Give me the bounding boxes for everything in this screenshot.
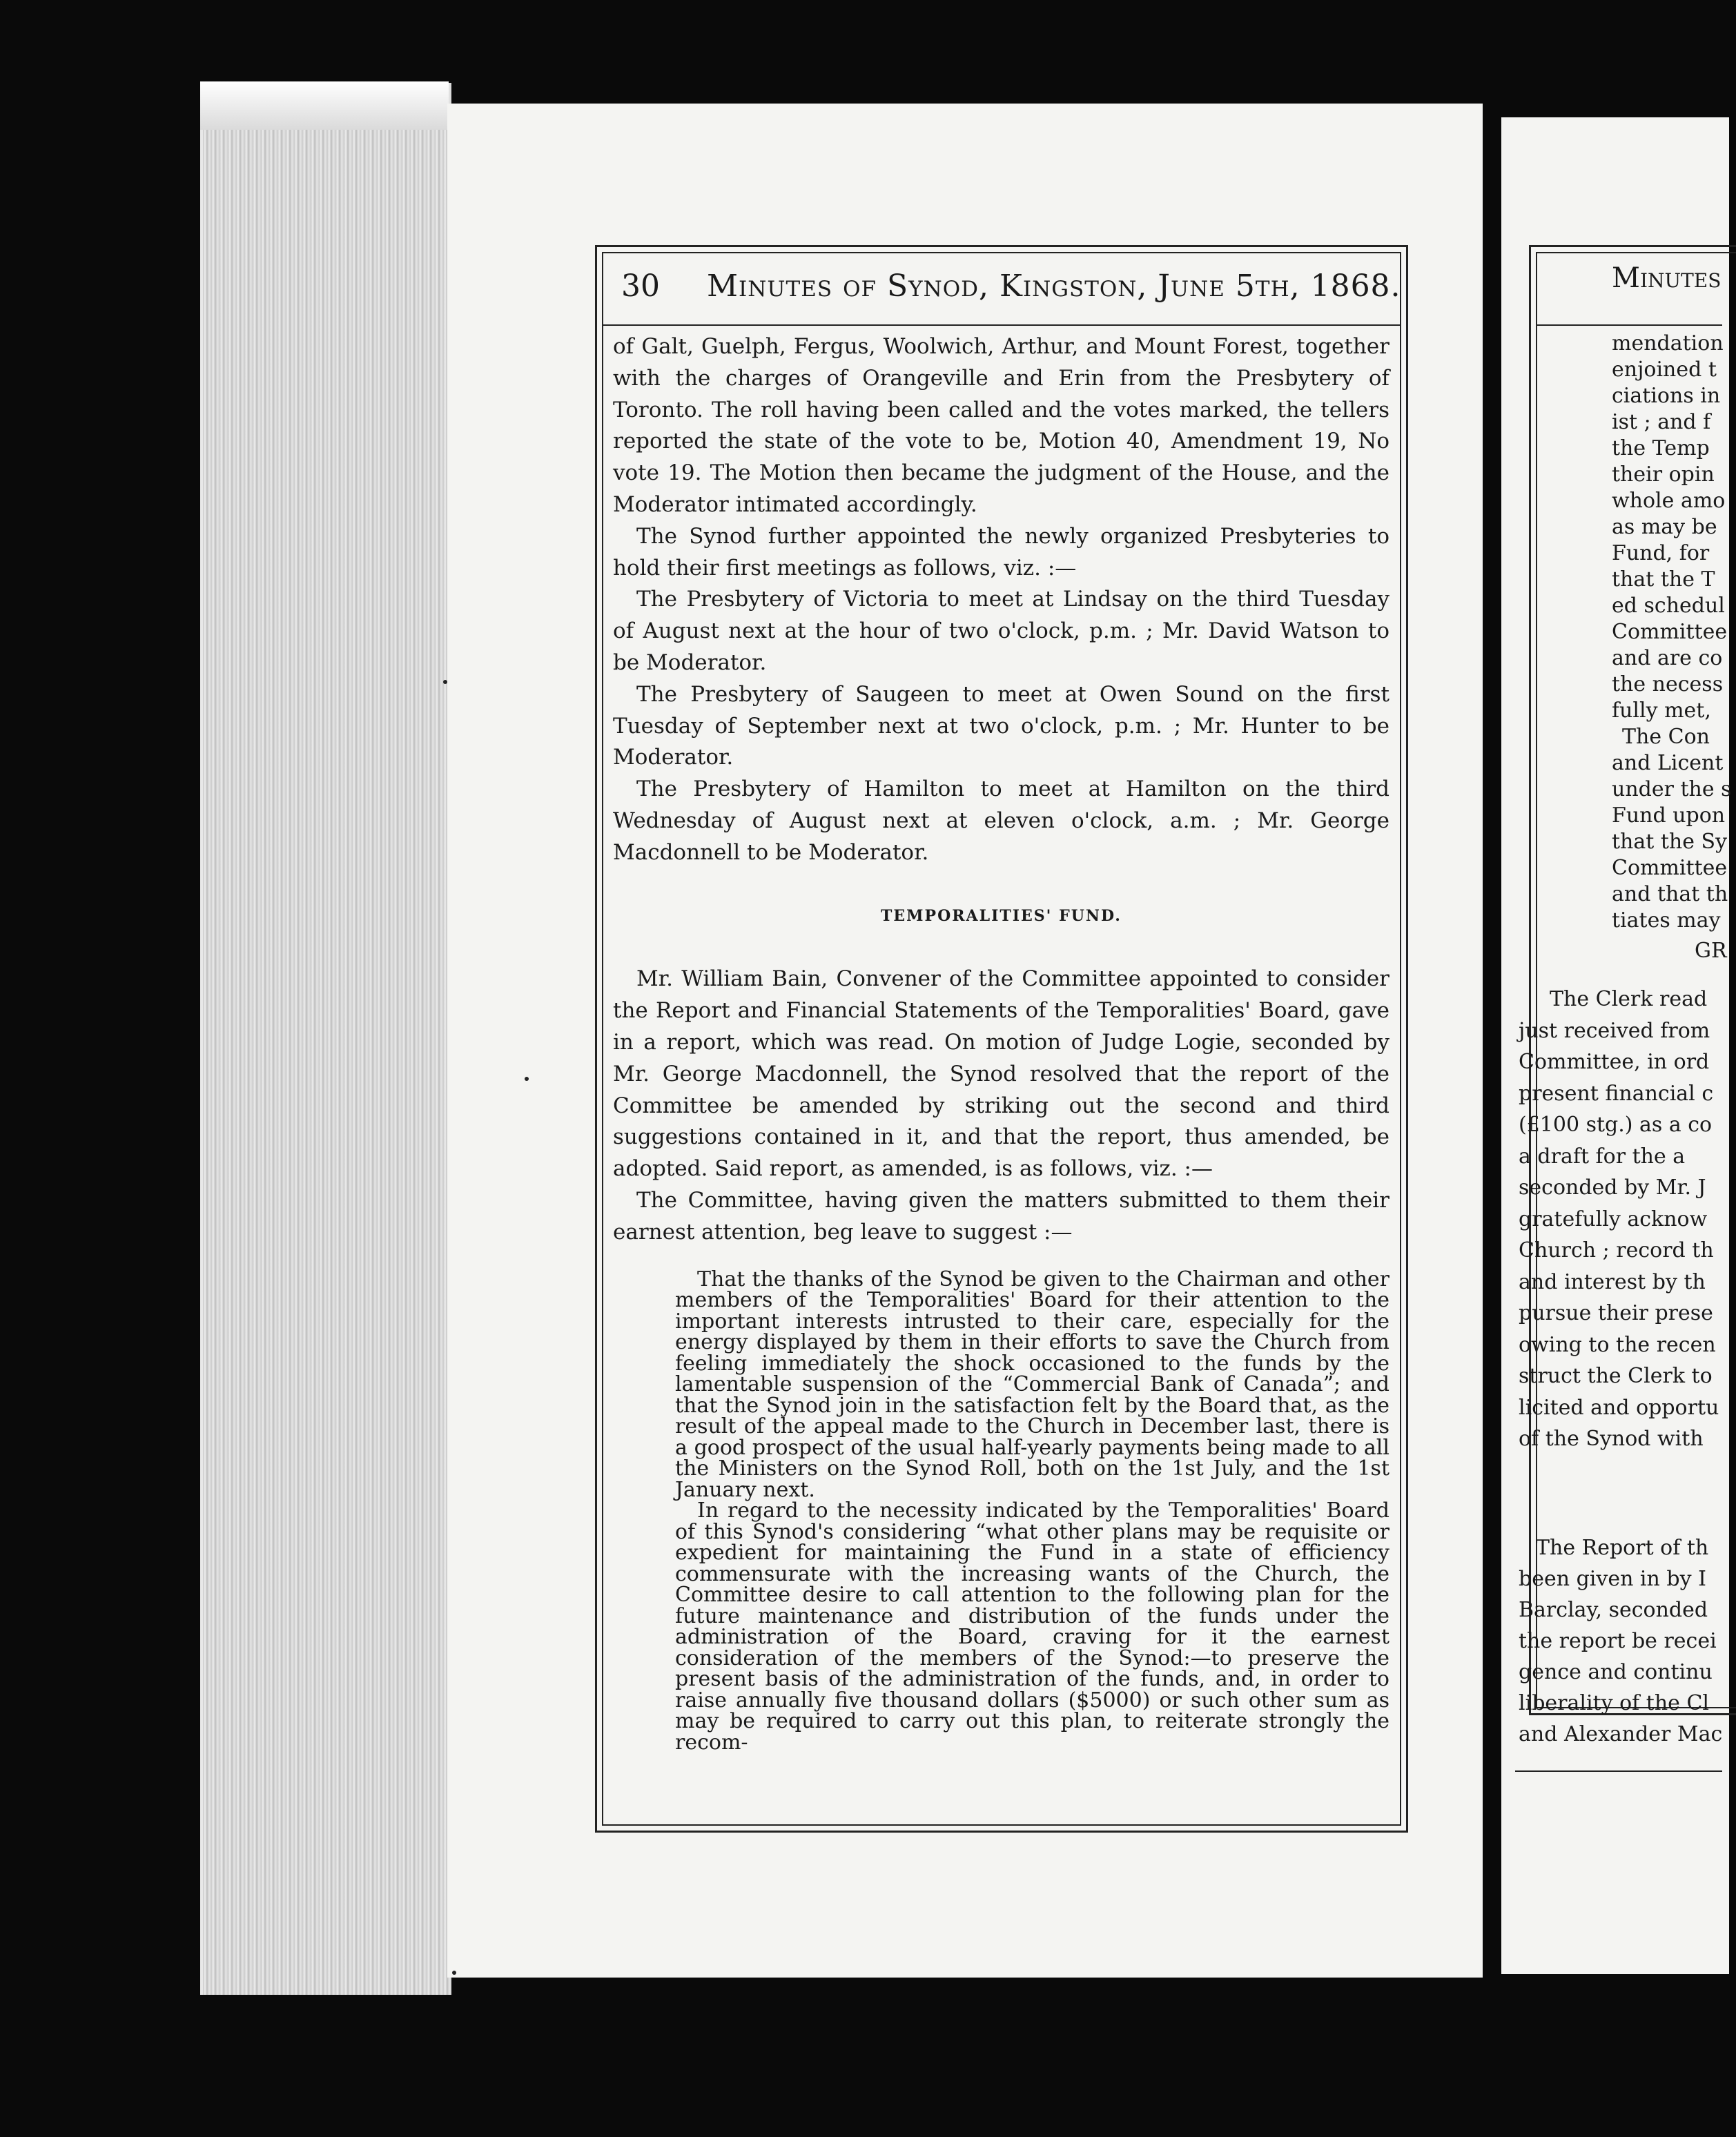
dust-speck (443, 680, 447, 684)
paragraph: The Committee, having given the matters submitted to them their earnest attention, beg leave to suggest :— (613, 1187, 1389, 1245)
right-page-line: of the Synod with (1519, 1427, 1704, 1451)
right-page-line: liberality of the Cl (1519, 1691, 1710, 1715)
right-page-line: The Clerk read (1550, 987, 1708, 1011)
right-page-line: whole amo (1612, 489, 1726, 513)
right-page-line: enjoined t (1612, 358, 1717, 382)
right-page-line: just received from (1519, 1018, 1710, 1043)
right-page-line: Church ; record th (1519, 1238, 1714, 1262)
right-page-line: and Licent (1612, 751, 1724, 775)
right-page-line: (£100 stg.) as a co (1519, 1113, 1713, 1137)
right-page-line: licited and opportu (1519, 1395, 1719, 1420)
right-page-line: and are co (1612, 646, 1723, 670)
right-running-title: Minutes (1612, 262, 1722, 294)
page-body (613, 331, 1389, 1753)
dust-speck (452, 1971, 456, 1975)
paragraph: The Synod further appointed the newly organized Presbyteries to hold their first meetings as follows, viz. :— (613, 523, 1389, 580)
report-quote (675, 1269, 1389, 1754)
right-page-line: Committee (1612, 620, 1728, 644)
right-page-line: that the Sy (1612, 830, 1728, 854)
right-page-line: ist ; and f (1612, 410, 1711, 434)
paragraph: The Presbytery of Saugeen to meet at Owen Sound on the first Tuesday of September next at two o'clock, p.m. ; Mr. Hunter to be Moderator. (613, 681, 1389, 770)
right-page-line: Barclay, seconded (1519, 1598, 1708, 1622)
header-rule (602, 324, 1401, 326)
book-fore-edge-top (200, 81, 449, 130)
right-page-line: struct the Clerk to (1519, 1364, 1713, 1388)
right-page-line: seconded by Mr. J (1519, 1175, 1706, 1200)
right-page-line: that the T (1612, 567, 1715, 592)
running-header (621, 259, 1401, 314)
right-page-line: the report be recei (1519, 1629, 1717, 1653)
right-page-line: Committee (1612, 856, 1728, 880)
quote-paragraph: That the thanks of the Synod be given to the Chairman and other members of the Temporalities' Board for their attention to the important interests intrusted to their care, especially for the energy displayed by them in their efforts to save the Church from feeling immediately the shock occasioned to the funds by the lamentable suspension of the “Commercial Bank of Canada”; and that the Synod join in the satisfaction felt by the Board that, as the result of the appeal made to the Church in December last, there is a good prospect of the usual half-yearly payments being made to all the Ministers on the Synod Roll, both on the 1st July, and the 1st January next. (675, 1267, 1389, 1502)
right-page-line: Committee, in ord (1519, 1050, 1710, 1074)
right-page-line: gratefully acknow (1519, 1207, 1708, 1231)
right-page-line: the necess (1612, 672, 1724, 696)
paragraph: The Presbytery of Victoria to meet at Lindsay on the third Tuesday of August next at the hour of two o'clock, p.m. ; Mr. David Watson to be Moderator. (613, 587, 1389, 675)
paragraph: of Galt, Guelph, Fergus, Woolwich, Arthur, and Mount Forest, together with the charges of Orangeville and Erin from the Presbytery of Toronto. The roll having been called and the votes marked, the tellers reported the state of the vote to be, Motion 40, Amendment 19, No vote 19. The Motion then became the judgment of the House, and the Moderator intimated accordingly. (613, 334, 1389, 517)
dust-speck (525, 1077, 529, 1081)
right-header-rule (1536, 324, 1722, 326)
right-page-line: a draft for the a (1519, 1144, 1686, 1169)
paragraph: The Presbytery of Hamilton to meet at Hamilton on the third Wednesday of August next at eleven o'clock, a.m. ; Mr. George Macdonnell to be Moderator. (613, 777, 1389, 865)
right-page-line: pursue their prese (1519, 1301, 1713, 1325)
section-heading: TEMPORALITIES' FUND. (881, 906, 1122, 925)
right-page-line: Fund, for (1612, 541, 1710, 565)
right-page-line: and Alexander Mac (1519, 1722, 1723, 1746)
right-page-line: been given in by I (1519, 1567, 1706, 1591)
right-page-line: their opin (1612, 462, 1715, 487)
right-page-line: fully met, (1612, 699, 1711, 723)
right-page-line: owing to the recen (1519, 1332, 1716, 1357)
right-page-line: and interest by th (1519, 1269, 1706, 1294)
running-title: Minutes of Synod, Kingston, June 5th, 1868. (707, 269, 1401, 304)
right-page-line: tiates may (1612, 908, 1721, 933)
right-page-line: gence and continu (1519, 1660, 1713, 1684)
right-page-line: and that th (1612, 882, 1728, 906)
right-page-line: ciations in (1612, 384, 1721, 408)
right-bottom-rule (1515, 1770, 1722, 1772)
right-page-line: The Con (1622, 725, 1710, 749)
right-page-line: present financial c (1519, 1081, 1714, 1106)
right-page-line: The Report of th (1536, 1536, 1709, 1560)
right-page-line: under the s (1612, 777, 1732, 801)
book-fore-edge (200, 83, 451, 1995)
quote-paragraph: In regard to the necessity indicated by the Temporalities' Board of this Synod's considering “what other plans may be requisite or expedient for maintaining the Fund in a state of efficiency commensurate with the increasing wants of the Church, the Committee desire to call attention to the following plan for the future maintenance and distribution of the funds under the administration of the Board, craving for it the earnest consideration of the members of the Synod:—to preserve the present basis of the administration of the funds, and, in order to raise annually five thousand dollars ($5000) or such other sum as may be required to carry out this plan, to reiterate strongly the recom- (675, 1499, 1389, 1755)
right-page-line: Fund upon (1612, 803, 1726, 828)
paragraph: Mr. William Bain, Convener of the Committee appointed to consider the Report and Financial Statements of the Temporalities' Board, gave in a report, which was read. On motion of Judge Logie, seconded by Mr. George Macdonnell, the Synod resolved that the report of the Committee be amended by striking out the second and third suggestions contained in it, and that the report, thus amended, be adopted. Said report, as amended, is as follows, viz. :— (613, 966, 1389, 1182)
right-page-line: as may be (1612, 515, 1717, 539)
right-page-heading: GR (1695, 939, 1727, 963)
right-page-line: the Temp (1612, 436, 1710, 460)
right-page-line: ed schedul (1612, 594, 1725, 618)
page-number: 30 (621, 269, 660, 304)
right-page-line: mendation (1612, 331, 1724, 355)
